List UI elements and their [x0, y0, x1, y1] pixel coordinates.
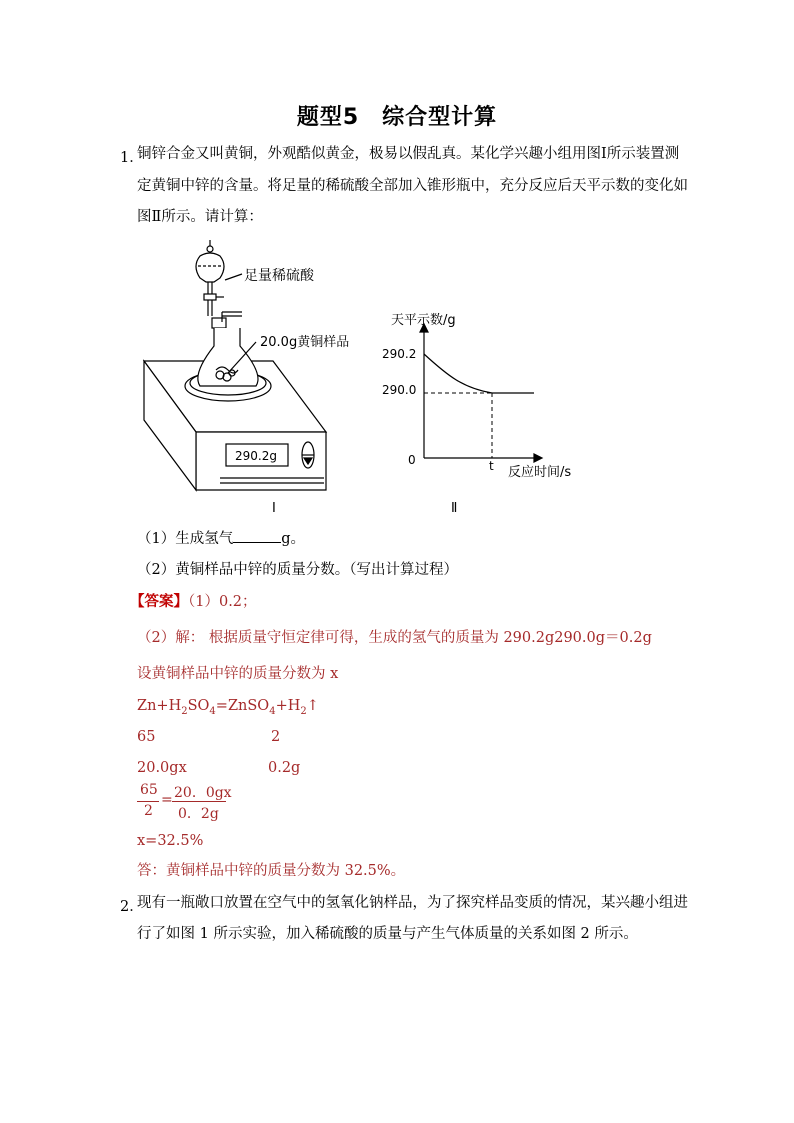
question-2-line-2: 行了如图 1 所示实验，加入稀硫酸的质量与产生气体质量的关系如图 2 所示。 [137, 926, 638, 942]
fraction-equation [137, 782, 237, 824]
answer-blank [233, 528, 281, 543]
graph-xtick-t: t [489, 459, 494, 473]
page-title: 题型5 综合型计算 [296, 105, 498, 130]
eq-sub-3: 4 [269, 705, 276, 717]
graph-origin: 0 [408, 453, 416, 467]
ratio-row-2-right: 0.2g [268, 760, 301, 776]
fraction-2-numerator: 20．0gx [174, 785, 232, 801]
question-1-line-2: 定黄铜中锌的含量。将足量的稀硫酸全部加入锥形瓶中，充分反应后天平示数的变化如 [137, 178, 688, 194]
ratio-row-1-right: 2 [271, 729, 281, 745]
graph-ylabel: 天平示数/g [391, 313, 456, 328]
fraction-2-denominator: 0．2g [178, 806, 219, 822]
graph-ytick-1: 290.2 [382, 347, 417, 361]
question-1-figure [128, 236, 598, 520]
question-1-line-3: 图Ⅱ所示。请计算： [137, 209, 263, 225]
graph-guides [424, 393, 492, 458]
chemical-equation [137, 692, 319, 726]
answer-line-1 [130, 588, 257, 616]
ratio-row-2-left: 20.0gx [137, 760, 187, 776]
fraction-1-numerator: 65 [140, 782, 158, 798]
gas-arrow-icon: ↑ [306, 698, 319, 714]
scale-display-text: 290.2g [235, 449, 277, 463]
eq-part-h: +H [275, 698, 301, 714]
question-2-line-1: 现有一瓶敞口放置在空气中的氢氧化钠样品，为了探究样品变质的情况，某兴趣小组进 [137, 895, 688, 911]
let-statement: 设黄铜样品中锌的质量分数为 x [137, 666, 339, 682]
eq-part-znso4: =ZnSO [215, 698, 270, 714]
flask-apparatus [196, 240, 258, 386]
eq-part-so4: SO [187, 698, 210, 714]
sub-question-1 [137, 525, 305, 553]
eq-sub-4: 2 [300, 705, 307, 717]
fraction-1-denominator: 2 [144, 803, 153, 819]
ratio-row-1-left: 65 [137, 729, 156, 745]
answer-2: （2）解： 根据质量守恒定律可得，生成的氢气的质量为 290.2g290.0g＝0.2g [137, 630, 652, 646]
question-2-number: 2． [120, 899, 144, 915]
sub-question-2: （2）黄铜样品中锌的质量分数。（写出计算过程） [137, 562, 458, 578]
sub-question-1-suffix: g。 [281, 531, 306, 547]
acid-label: 足量稀硫酸 [244, 268, 314, 284]
sub-question-1-prefix: （1）生成氢气 [137, 531, 234, 547]
sample-label: 20.0g黄铜样品 [260, 335, 350, 350]
fraction-2-bar [172, 801, 226, 802]
graph-ytick-2: 290.0 [382, 383, 417, 397]
question-1-line-1: 铜锌合金又叫黄铜，外观酷似黄金，极易以假乱真。某化学兴趣小组用图Ⅰ所示装置测 [137, 146, 680, 162]
eq-sub-1: 2 [181, 705, 188, 717]
graph-series-line [424, 354, 534, 393]
fraction-equals: = [161, 792, 173, 808]
answer-tag: 【答案】 [130, 593, 188, 610]
eq-part-zn: Zn+H [137, 698, 182, 714]
graph-xlabel: 反应时间/s [508, 465, 572, 480]
eq-sub-2: 4 [209, 705, 216, 717]
answer-1: （1）0.2； [188, 594, 257, 610]
result-line: x=32.5% [137, 833, 204, 849]
figure-1-caption: Ⅰ [272, 501, 276, 516]
figure-2-caption: Ⅱ [451, 501, 458, 516]
question-1-number: 1． [120, 150, 144, 166]
fraction-1-bar [137, 801, 159, 802]
conclusion-line: 答：黄铜样品中锌的质量分数为 32.5%。 [137, 863, 406, 879]
